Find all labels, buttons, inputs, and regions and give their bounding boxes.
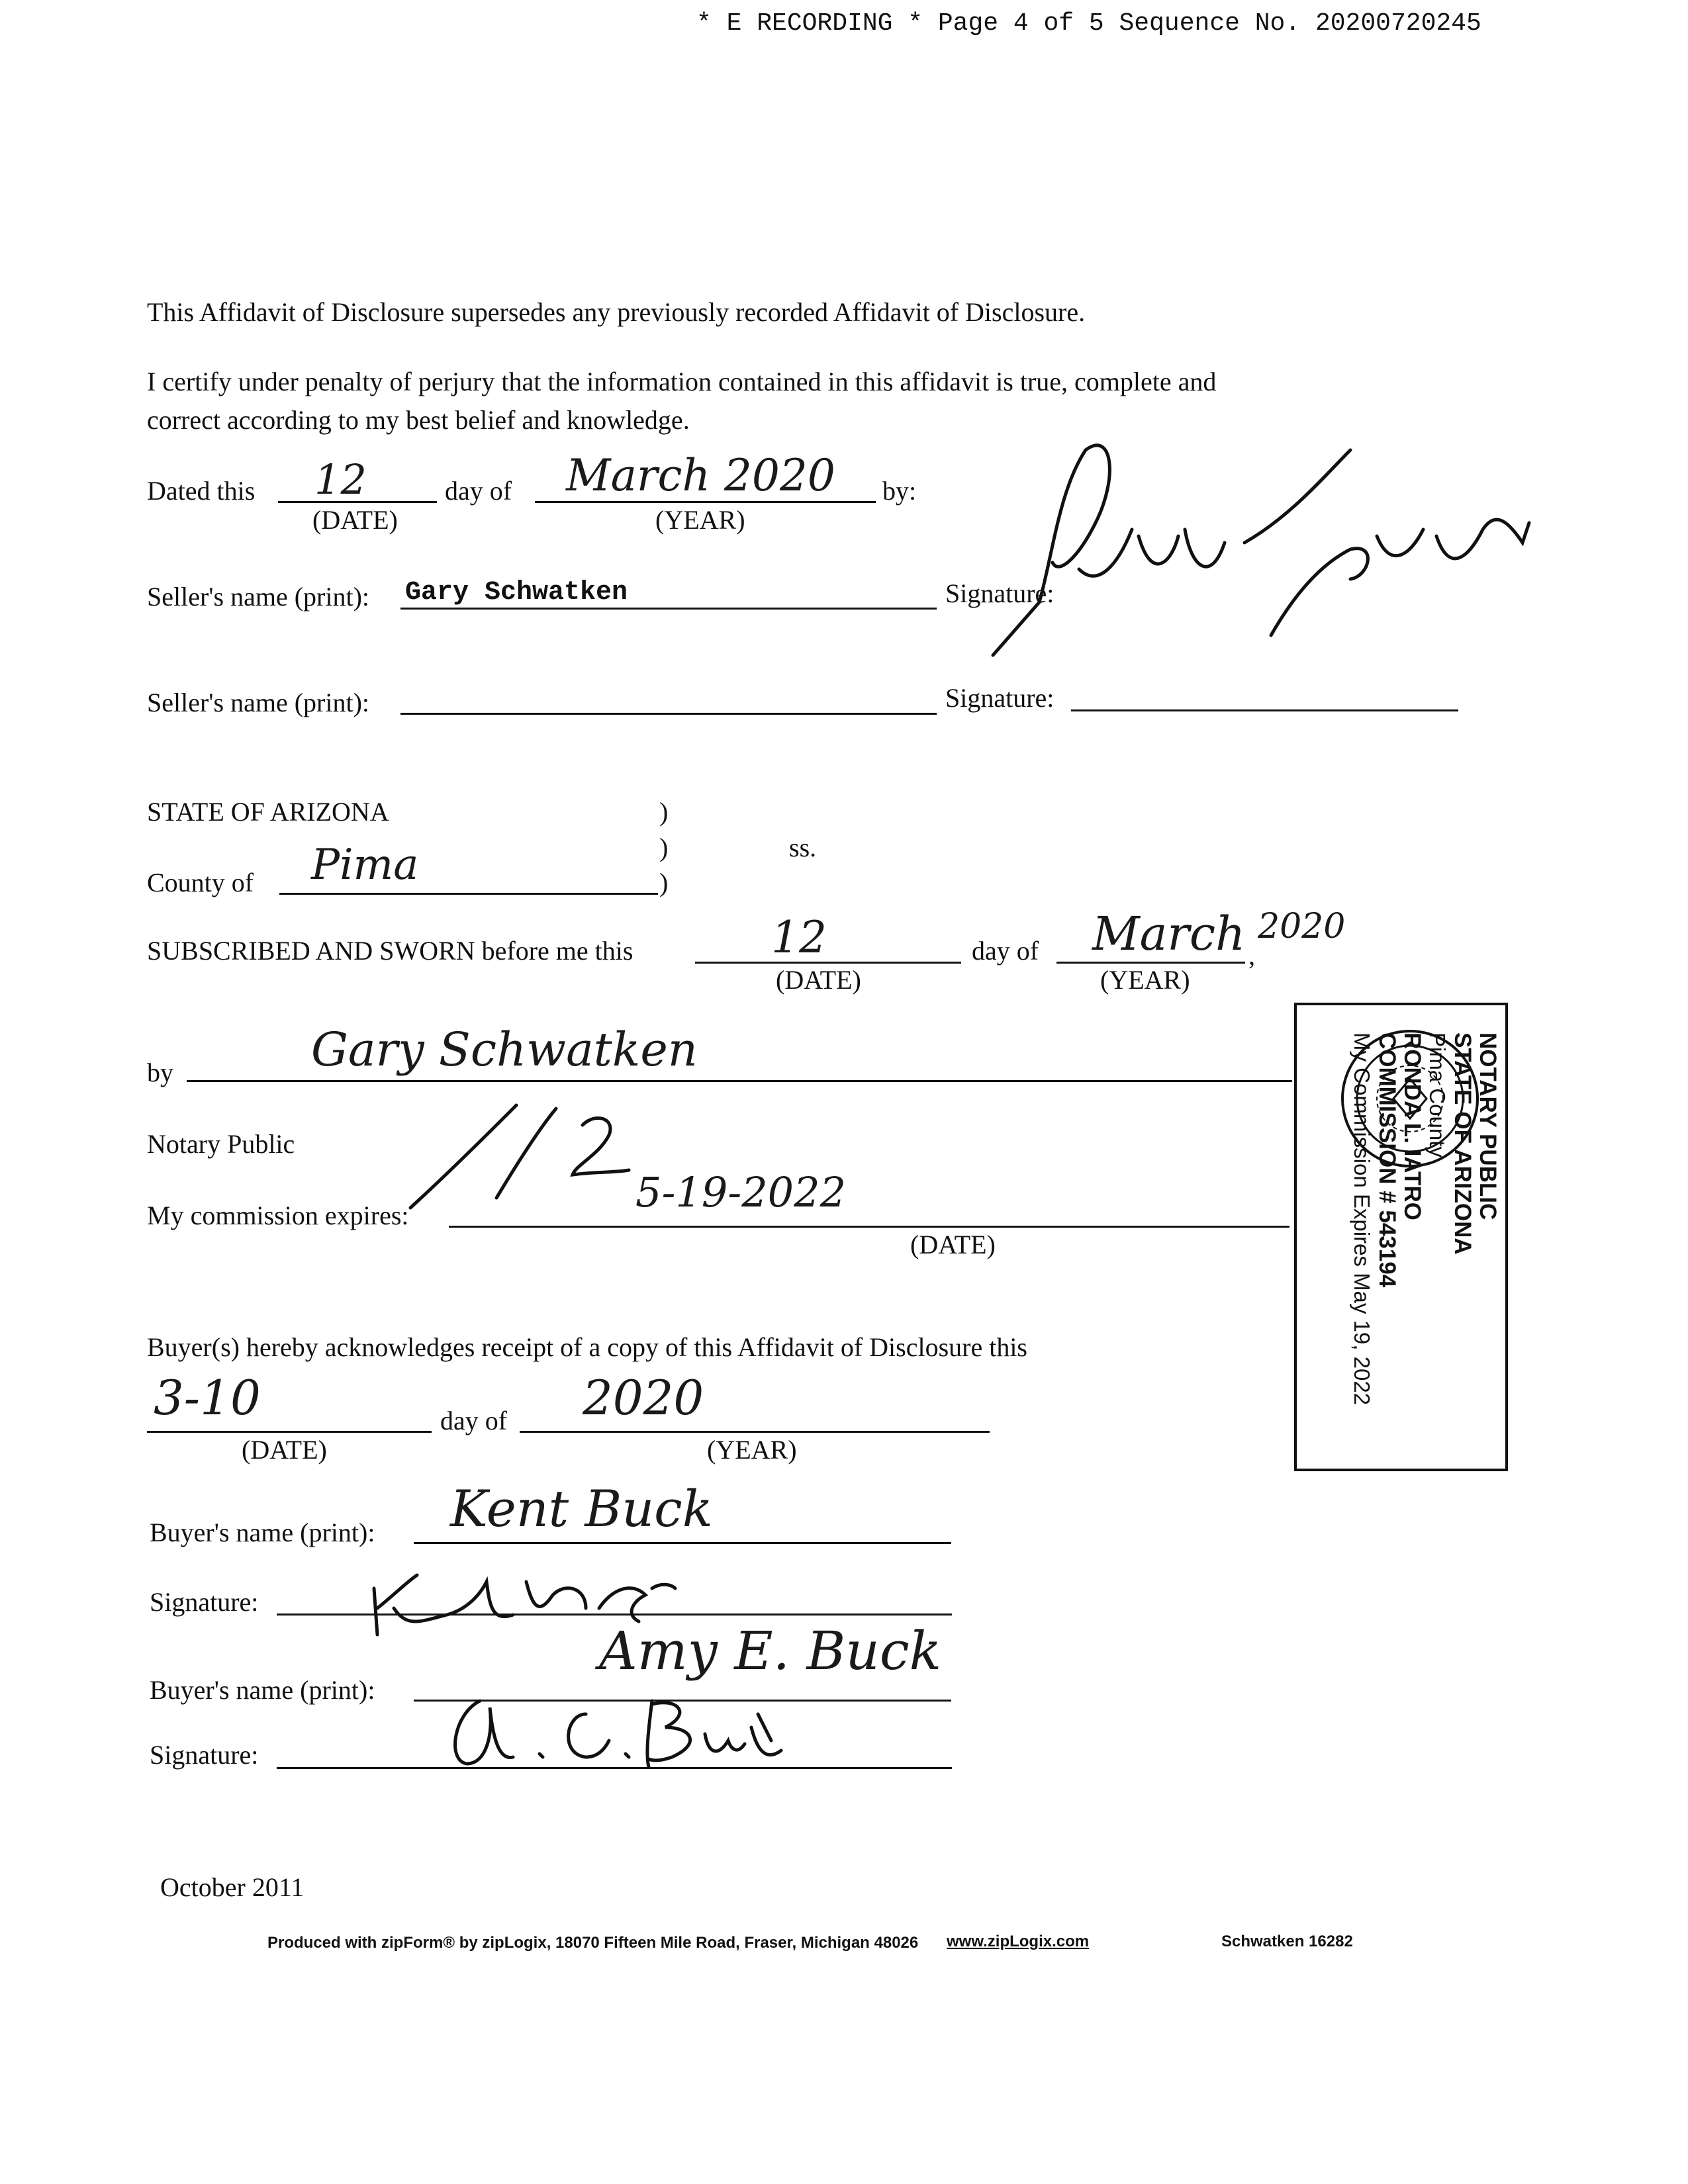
dated-by-label: by: — [882, 476, 917, 506]
file-reference: Schwatken 16282 — [1221, 1933, 1353, 1950]
sworn-day-of-label: day of — [972, 936, 1039, 966]
county-label: County of — [147, 868, 254, 897]
dated-date-caption: (DATE) — [312, 505, 398, 535]
sworn-year-value[interactable]: 2020 — [1258, 907, 1346, 946]
paren-3: ) — [659, 868, 669, 897]
buyer1-signature-label: Signature: — [150, 1587, 259, 1617]
ziplogix-link[interactable]: www.zipLogix.com — [947, 1933, 1090, 1950]
notary-public-label: Notary Public — [147, 1129, 295, 1159]
seller1-name-value[interactable]: Gary Schwatken — [405, 578, 628, 608]
buyer-ack-year-caption: (YEAR) — [707, 1435, 797, 1465]
state-label: STATE OF ARIZONA — [147, 797, 389, 827]
stamp-line-4: RONDA L. IATRO — [1399, 1032, 1425, 1220]
dated-day-of-label: day of — [445, 476, 512, 506]
by-value[interactable]: Gary Schwatken — [311, 1023, 698, 1077]
buyer1-name-value[interactable]: Kent Buck — [450, 1479, 713, 1538]
buyer2-signature-image — [440, 1688, 784, 1774]
certify-statement-line2: correct according to my best belief and knowledge. — [147, 405, 690, 435]
sworn-label: SUBSCRIBED AND SWORN before me this — [147, 936, 633, 966]
buyer2-name-value[interactable]: Amy E. Buck — [599, 1620, 942, 1682]
seller1-signature-image — [980, 437, 1536, 662]
dated-day-value[interactable]: 12 — [314, 455, 367, 504]
sworn-date-caption: (DATE) — [776, 965, 861, 995]
buyer-ack-text: Buyer(s) hereby acknowledges receipt of a copy of this Affidavit of Disclosure this — [147, 1332, 1027, 1362]
dated-this-label: Dated this — [147, 476, 256, 506]
buyer2-name-label: Buyer's name (print): — [150, 1675, 375, 1705]
by-label: by — [147, 1058, 173, 1087]
stamp-line-1: NOTARY PUBLIC — [1475, 1032, 1501, 1220]
seller2-signature-label: Signature: — [945, 683, 1055, 713]
supersedes-statement: This Affidavit of Disclosure supersedes any previously recorded Affidavit of Disclosure. — [147, 297, 1086, 327]
sworn-day-value[interactable]: 12 — [771, 912, 827, 963]
commission-label: My commission expires: — [147, 1201, 409, 1230]
recording-header: * E RECORDING * Page 4 of 5 Sequence No. 20200720245 — [696, 9, 1481, 38]
seller1-signature-label: Signature: — [945, 578, 1055, 608]
dated-month-year-value[interactable]: March 2020 — [566, 450, 835, 501]
stamp-line-6: My Commission Expires May 19, 2022 — [1350, 1032, 1374, 1406]
paren-2: ) — [659, 833, 669, 862]
buyer-ack-year-value[interactable]: 2020 — [583, 1370, 704, 1426]
commission-value[interactable]: 5-19-2022 — [635, 1168, 847, 1216]
county-value[interactable]: Pima — [311, 841, 419, 889]
stamp-line-3: Pima County — [1425, 1032, 1450, 1158]
seller2-name-label: Seller's name (print): — [147, 688, 369, 717]
stamp-line-2: STATE OF ARIZONA — [1450, 1032, 1476, 1255]
buyer-ack-day-value[interactable]: 3-10 — [154, 1370, 261, 1426]
notary-stamp — [1321, 1032, 1500, 1443]
notary-signature-image — [397, 1099, 635, 1211]
form-date: October 2011 — [160, 1872, 305, 1902]
seller1-name-label: Seller's name (print): — [147, 582, 369, 612]
certify-statement-line1: I certify under penalty of perjury that the information contained in this affidavit is true, complete and — [147, 367, 1217, 396]
sworn-month-value[interactable]: March — [1092, 907, 1246, 961]
sworn-year-caption: (YEAR) — [1100, 965, 1190, 995]
commission-date-caption: (DATE) — [910, 1230, 996, 1259]
stamp-line-5: COMMISSION # 543194 — [1374, 1032, 1400, 1288]
ss-label: ss. — [789, 833, 817, 862]
produced-with-footer: Produced with zipForm® by zipLogix, 18070 Fifteen Mile Road, Fraser, Michigan 48026 — [267, 1934, 919, 1952]
dated-year-caption: (YEAR) — [655, 505, 745, 535]
buyer1-name-label: Buyer's name (print): — [150, 1518, 375, 1547]
buyer-ack-date-caption: (DATE) — [242, 1435, 327, 1465]
sworn-comma: , — [1248, 940, 1255, 970]
paren-1: ) — [659, 797, 669, 827]
buyer2-signature-label: Signature: — [150, 1740, 259, 1770]
buyer-ack-day-of-label: day of — [440, 1406, 508, 1435]
